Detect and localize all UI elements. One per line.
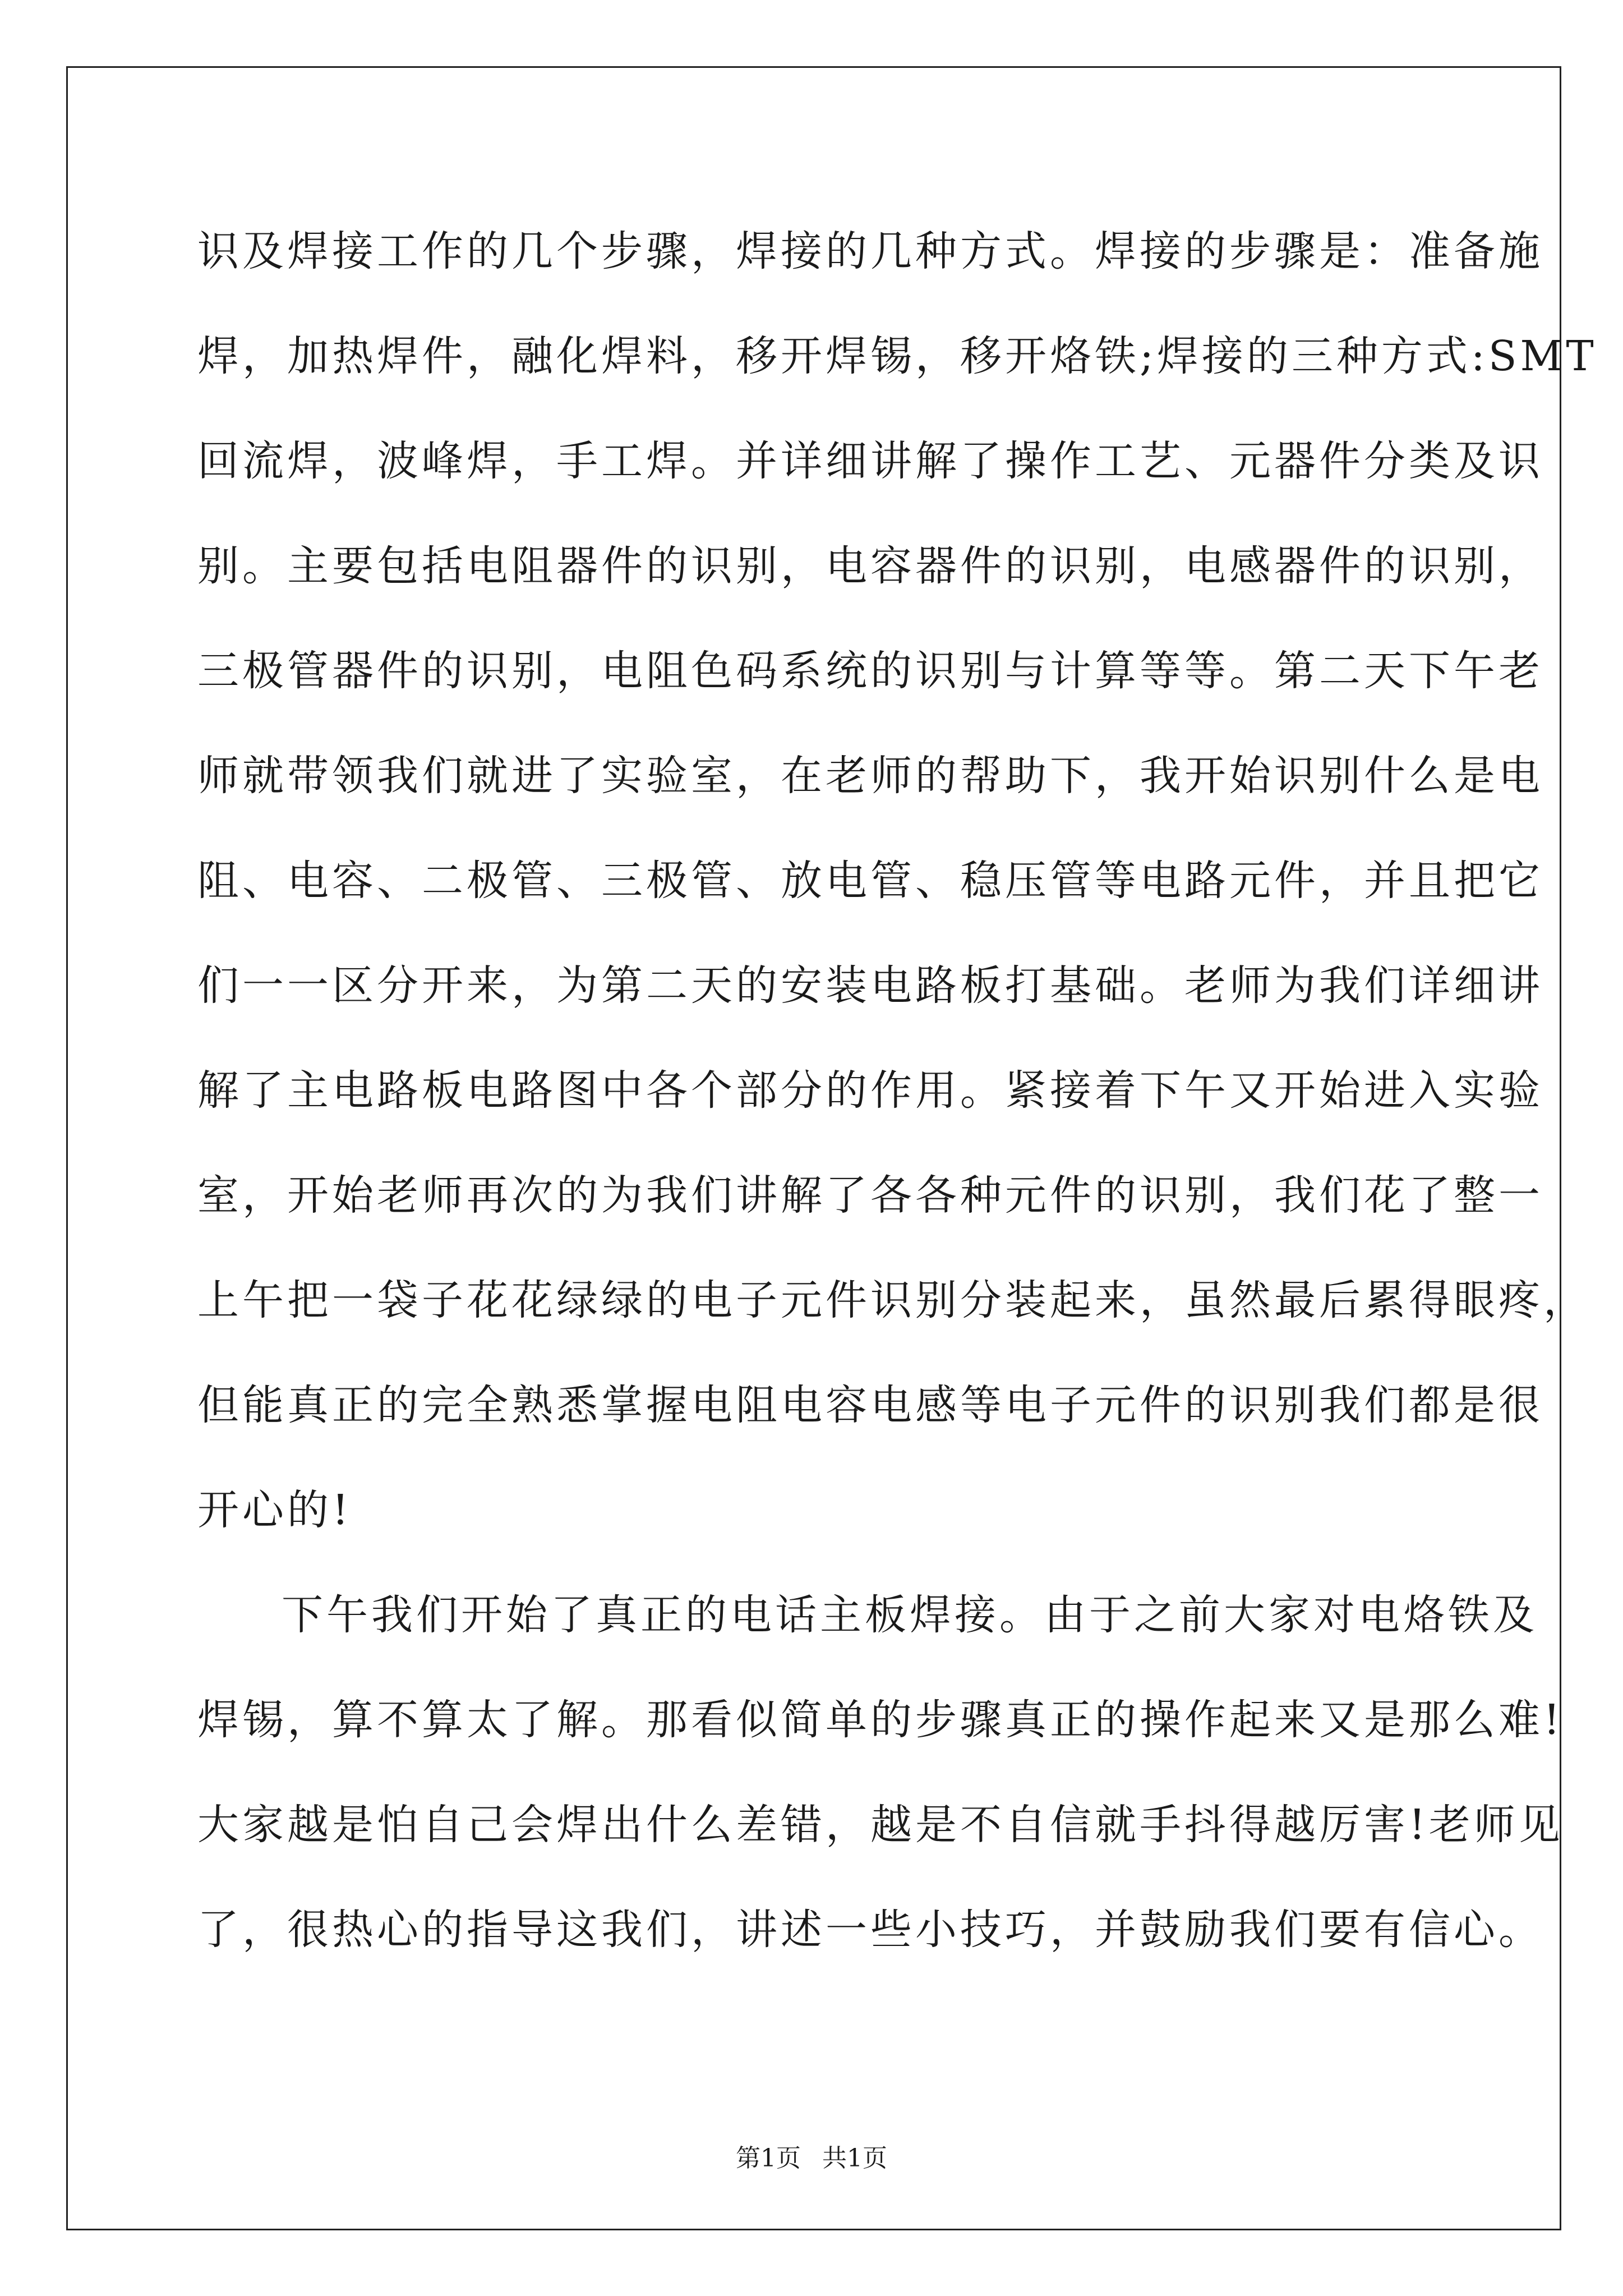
text-line: 但能真正的完全熟悉掌握电阻电容电感等电子元件的识别我们都是很 [197,1381,1543,1429]
text-line: 们一一区分开来，为第二天的安装电路板打基础。老师为我们详细讲 [197,961,1543,1010]
text-line: 阻、电容、二极管、三极管、放电管、稳压管等电路元件，并且把它 [197,857,1543,905]
text-line: 焊，加热焊件，融化焊料，移开焊锡，移开烙铁;焊接的三种方式:SMT [197,332,1597,380]
page-number-total: 共1页 [822,2144,887,2173]
text-line: 上午把一袋子花花绿绿的电子元件识别分装起来，虽然最后累得眼疼， [197,1276,1588,1324]
text-line-last: 开心的! [197,1486,352,1534]
text-line-first: 下午我们开始了真正的电话主板焊接。由于之前大家对电烙铁及 [282,1591,1538,1639]
paragraph-1 [197,218,1597,1581]
page-footer [0,2142,1623,2175]
text-line: 大家越是怕自己会焊出什么差错，越是不自信就手抖得越厉害!老师见 [197,1801,1564,1849]
text-line: 解了主电路板电路图中各个部分的作用。紧接着下午又开始进入实验 [197,1066,1543,1115]
text-line: 焊锡，算不算太了解。那看似简单的步骤真正的操作起来又是那么难! [197,1696,1564,1744]
paragraph-2 [197,1581,1564,2001]
text-line: 识及焊接工作的几个步骤，焊接的几种方式。焊接的步骤是：准备施 [197,227,1543,275]
page-number-current: 第1页 [736,2144,801,2173]
text-line: 师就带领我们就进了实验室，在老师的帮助下，我开始识别什么是电 [197,752,1543,800]
text-line: 了，很热心的指导这我们，讲述一些小技巧，并鼓励我们要有信心。 [197,1906,1543,1954]
text-line: 室，开始老师再次的为我们讲解了各各种元件的识别，我们花了整一 [197,1171,1543,1220]
text-line: 三极管器件的识别，电阻色码系统的识别与计算等等。第二天下午老 [197,647,1543,695]
text-line: 别。主要包括电阻器件的识别，电容器件的识别，电感器件的识别， [197,542,1543,590]
text-line: 回流焊，波峰焊，手工焊。并详细讲解了操作工艺、元器件分类及识 [197,437,1543,485]
document-body [197,218,1597,2001]
